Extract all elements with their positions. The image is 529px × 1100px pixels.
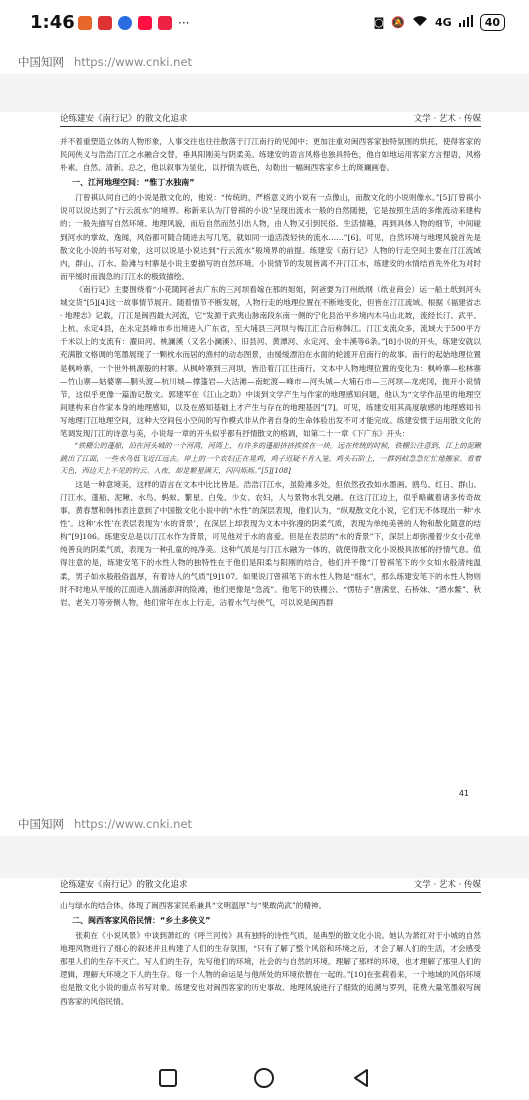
notification-icons <box>78 16 189 30</box>
site-brand[interactable]: 中国知网 <box>18 817 64 831</box>
network-type: 4G <box>435 16 452 29</box>
wifi-icon <box>412 15 428 30</box>
page-gap <box>0 74 529 112</box>
paragraph: 汀曾祺认同自己的小说是散文化的，他说：“传统的，严格意义的小说有一点像山，而散文化的小说则像水。”[5]汀曾祺小说可以说达到了“行云流水”的境界。称新来认为汀曾祺的小说“呈现出流水一般的自然随便，它是按照生活的多维流动来建构的；一般先描写自然环境、地理风貌，而后自然而然引出人物，由人物又引到民俗、生活情趣，再到具体人物的细节，中间碰到河水的掌故、逸闻，风俗都可随合随进去写几笔，就如同一道活泼轻快的流水……”[6]。可见，自然环境与地理风貌首先是散文化小说的书写对象，这可以说是小说达到“行云流水”般境界的前提。练建安《南行记》人物的行走空间主要在汀江流域内，群山、汀水、险滩与村寨是小说主要描写的自然环境。小说情节的发展皆离不开汀江水，练建安的水情结首先外化为对时而平缓时而湍急的汀江水的极致描绘。 <box>60 193 481 281</box>
paragraph: 这是一种意境美，这样的语言在文本中比比皆是。浩浩汀江水，虽险滩多处，但依然孜孜如水墨画。鸥鸟、红日、群山、汀江水、蓬船、泥鳅、水鸟、蚂蚁、繁星、白兔、少女、农妇，人与景物水乳交融。在这汀江边上，似乎略藏着诸多传奇故事。黄春慧和韩伟表注意到了中国散文化小说中的“水性”的深层表现，他们认为，“纵观散文化小说，它们无不体现出一种‘水性’。这种‘水性’在表层表现为‘水的背景’，在深层上却表现为文本中弥漫的阴柔气质，表现为单纯美善的人物和散化随意的结构”[9]106。练建安总是以汀江水作为背景，可见他对于水的喜爱。但是在表层的“水的背景”下，深层上却弥漫着少女小花单纯善良的阴柔气质，表现为一种孔童的纯净美。这种气质是与汀江水融为一体的，就使得散文化小说极具浓郁的抒情气息。值得注意的是，练建安笔下的水性人物的独特性在于他们是阳柔与阳刚的结合，他们并不像“汀曾祺笔下的少女如水般清纯温柔，男子如水般般俗温厚，有着诗人的气质”[9]107。如果说汀曾祺笔下的水性人物是“细水”，那么练建安笔下的水性人物则时不时地从平缓的江面进入湍涌澎湃的险滩，他们更像是“急流”。他笔下的铁棚公、“愣牯子”唐满堂、石桥妹、“潜水鳖”、秋岩、老关刀等旁侧人物，他们常年在水上行走，沾着水气与侠气，可以说是闽西群 <box>60 479 481 607</box>
square-icon <box>158 1068 178 1088</box>
page-number: 41 <box>458 789 469 798</box>
document-page-41 <box>0 112 529 812</box>
status-indicators <box>374 14 505 31</box>
status-time: 1:46 <box>30 12 75 33</box>
running-head-title: 论练建安《南行记》的散文化追求 <box>60 114 188 124</box>
site-url[interactable]: https://www.cnki.net <box>74 817 193 831</box>
home-button[interactable] <box>251 1065 277 1091</box>
site-header <box>0 50 529 74</box>
paragraph: 并不着重塑造立体的人物形象，人事交往也往往散落于汀江南行的见闻中；更加注重对闽西客家独特氛围的烘托，使得客家的民间侠义与浩浩汀江之水融合交替，垂具阳刚美与阴柔美。练建安的语言风格也独具特色，他自如地运用客家方言俚语，风格朴素、自然、清新。总之，他以叙事为显化，以抒情为底色，勾勒出一幅闽西客家乡土的斑斓画卷。 <box>60 137 481 173</box>
running-head-section: 文学 · 艺术 · 传媒 <box>413 880 481 890</box>
site-url[interactable]: https://www.cnki.net <box>74 55 193 69</box>
running-head <box>60 878 481 893</box>
document-page-42 <box>0 878 529 1008</box>
more-notifications-icon: ··· <box>178 16 190 30</box>
recents-button[interactable] <box>155 1065 181 1091</box>
back-triangle-icon <box>351 1068 371 1088</box>
app-notification-icon <box>118 16 132 30</box>
running-head-title: 论练建安《南行记》的散文化追求 <box>60 880 188 890</box>
nfc-icon: ◙ <box>373 16 385 29</box>
block-quote: “铁棚公的蓬船，泊在河头城的一个河湾，河湾上，有许多的蓬船挤挤挨挨在一块。远在传统的时候，铁棚公注意到，江上的泥鳅跳出了江面，一些水鸟低飞近江远去。岸上的一个农妇正在晃鸡，鸡子迟疑不肯入笼。鸡头石阶上，一群妈蚁急急忙忙地搬家。看着天色，西边天上不见的钓云。入夜，却是繁星满天，闪闪烁烁。”[5][108] <box>60 441 481 476</box>
site-brand[interactable]: 中国知网 <box>18 55 64 69</box>
running-head-section: 文学 · 艺术 · 传媒 <box>413 114 481 124</box>
section-heading: 一、江河地理空间：“惟丁水独南” <box>72 178 195 188</box>
app-notification-icon <box>138 16 152 30</box>
section-heading: 二、闽西客家风俗民情：“乡土多侠义” <box>72 916 211 926</box>
app-notification-icon <box>158 16 172 30</box>
status-bar <box>0 0 529 50</box>
page-gap <box>0 836 529 878</box>
battery-indicator: 40 <box>480 14 505 31</box>
paragraph: 张莉在《小说风景》中谈到萧红的《呼兰河传》具有独特的诗性气质，是典型的散文化小说。她认为萧红对于小城的自然地理风物进行了细心的叙述并且构建了人们的生存氛围，“只有了解了整个风俗和环境之后，才会了解人们的生活，才会感受那里人们的生存不灭亡。写人们的生存，先写他们的环境，社会的与自然的环境。理解了那样的环境，也才理解了那里人们的逻辑，理解大环境之下人的生存。每一个人物的命运是与他所处的环境依偎在一起的。”[10]在张莉看来，一个地域的风俗环境也是散文化小说的重点书写对象。练建安也对闽西客家的历史事故、地理风貌进行了细致的追溯与罗列，花费大量笔墨叙写闽西客家的风俗民情。 <box>60 931 481 1006</box>
signal-icon <box>459 15 473 30</box>
mute-icon: 🔕 <box>391 16 405 29</box>
app-notification-icon <box>78 16 92 30</box>
paragraph: 《南行记》主要围绕着“小花随阿爸去广东的三河坝看嫁在那的姐姐，阿爸要为汀州纸纲（纸业商会）运一船土纸到河头城交货”[5][4]这一故事情节展开。随着情节不断发展，人物行走的地理位置在不断地变化，但皆在汀江流域。根据《福建省志 · 地理志》记载，汀江是闽西最大河流，它“发源于武夷山脉南段东南一侧的宁化县治平乡境内木马山北坡，流经长汀、武平、上杭、永定4县，在永定县峰市乡出境进入广东省，至大埔县三河坝与梅江汇合后称韩江。汀江支流众多，流域大于500平方千米以上的支流有：濯田河、桃澜溪（又名小澜溪）、旧县河、黄潭河、永定河、金丰溪等6条。”[8]小说的开头，练建安就以充满散文格调的笔墨展现了一颗枕水而居的渔村的动态图景，由缓缓漂泊在水面的轮渡开启南行的故事。南行的起始地理位置是枫岭寨，一个世外桃源般的村寨。从枫岭寨到三河坝，皆沿着汀江往南行。文本中人物地理位置的变化为：枫岭寨—松林寨—竹山寨—姑婆寨—胴头渡—杭川城—撑篷岩—大沽滩—南蛇渡—峰市—河头城—大埔石市—三河坝—龙虎冈，抛开小说情节，这似乎更像一篇游记散文。郭建军在《江山之助》中谈到文学产生与作家的地理感知问题，他认为“文学作品里的地理空间建构来自作家本身的地理感知，以及在感知基础上才产生与存在的地理基因”[7]。可见，练建安用其高度敏感的地理感知书写地理汀江地理空间，这种大空间包小空间的写作模式非从作者自身的生命体验出发不可才能完成。练建安惯于运用散文化的笔调发现汀江的诗意与美，小说每一章的开头似乎都有抒情散文的格调，如第二十一章《下广东》开头： <box>60 284 481 438</box>
site-header <box>0 812 529 836</box>
paragraph: 山与绿水的结合体，体现了闽西客家民系兼具“文明温厚”与“果敢尚武”的精神。 <box>60 901 327 910</box>
back-button[interactable] <box>348 1065 374 1091</box>
app-notification-icon <box>98 16 112 30</box>
running-head <box>60 112 481 127</box>
system-nav-bar <box>0 1056 529 1100</box>
circle-icon <box>253 1067 275 1089</box>
